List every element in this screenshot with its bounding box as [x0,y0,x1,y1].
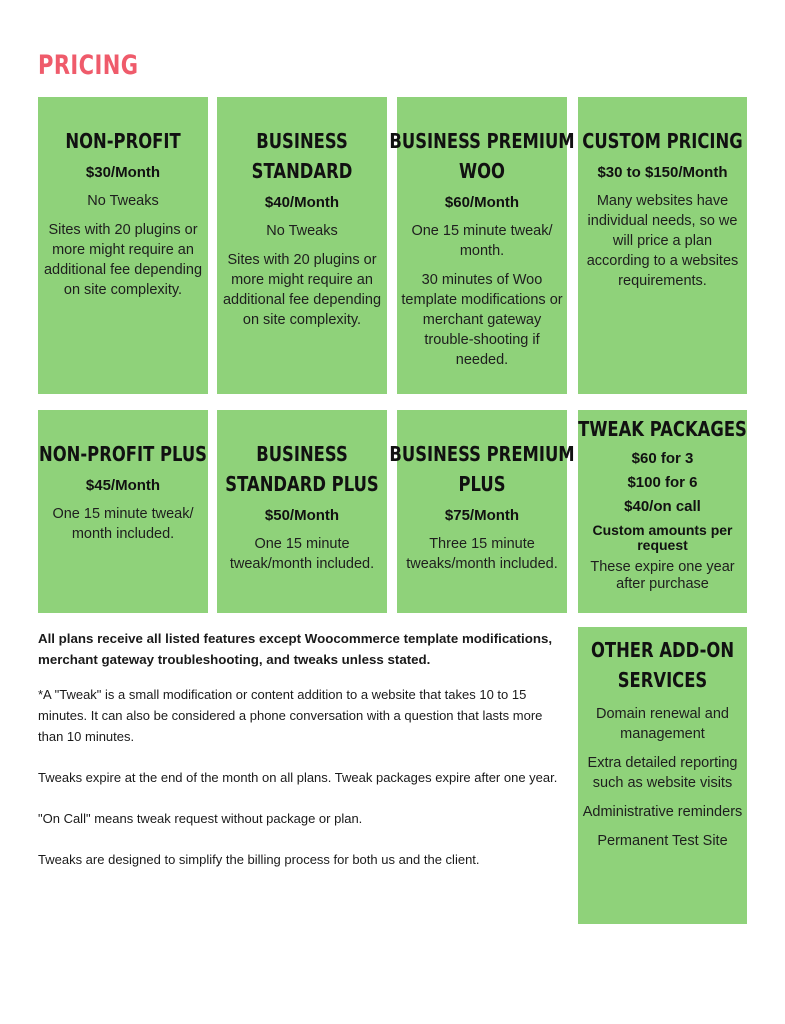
plan-card-custom-pricing [578,97,747,394]
plan-card-business-premium-woo [389,97,575,394]
tweak-packages-title: TWEAK PACKAGES [578,417,747,441]
plan-feature: Three 15 minute tweaks/month included. [406,536,558,572]
plan-price: $30 to $150/Month [597,164,728,181]
plan-card-non-profit-plus [38,410,208,613]
plan-feature: 30 minutes of Woo template modifications or merchant gateway trouble-shooting if needed. [401,272,563,368]
addon-item: Domain renewal and management [596,706,729,742]
addons-card [578,627,747,924]
addon-item: Extra detailed reporting such as website visits [587,755,738,791]
plan-card-business-standard [217,97,387,394]
plan-price: $30/Month [85,164,161,181]
tweak-custom-amounts: Custom amounts per request [592,522,733,553]
plan-price: $45/Month [85,477,161,494]
plans-features-note: All plans receive all listed features except Woocommerce template modifications, merchant gateway troubleshooting, and tweaks unless stated. [38,631,553,667]
tweak-expiry-note: These expire one year after purchase [590,559,735,592]
addons-title: OTHER ADD-ON SERVICES [590,638,735,692]
plan-title: BUSINESS PREMIUM PLUS [389,442,575,496]
plan-feature: No Tweaks [87,193,159,209]
plan-price: $50/Month [264,507,340,524]
tweak-package-price: $60 for 3 [631,450,694,467]
tweak-definition-note: *A "Tweak" is a small modification or content addition to a website that takes 10 to 15 minutes. It can also be considered a phone conversation with a question that lasts more than 10 minutes. [38,687,543,744]
plan-price: $40/Month [264,194,340,211]
pricing-notes [38,628,568,890]
plan-title: BUSINESS STANDARD [251,129,353,183]
plan-feature: No Tweaks [266,223,338,239]
on-call-note: "On Call" means tweak request without package or plan. [38,811,363,826]
plan-feature: One 15 minute tweak/ month. [411,223,553,259]
plan-feature: Sites with 20 plugins or more might require an additional fee depending on site complexity. [222,252,382,328]
addon-item: Administrative reminders [582,804,743,820]
tweak-expiry-info: Tweaks expire at the end of the month on all plans. Tweak packages expire after one year. [38,770,558,785]
plan-card-business-premium-plus [389,410,575,613]
addon-item: Permanent Test Site [597,833,728,849]
plan-title: CUSTOM PRICING [582,129,743,153]
plan-feature: One 15 minute tweak/ month included. [52,506,194,542]
plan-title: BUSINESS PREMIUM WOO [389,129,575,183]
tweak-package-price: $40/on call [624,498,701,515]
tweak-packages-card [578,410,747,613]
plan-card-non-profit [38,97,208,394]
plan-title: NON-PROFIT PLUS [38,442,208,466]
plan-feature: Many websites have individual needs, so we will price a plan according to a websites requirements. [586,193,739,289]
plan-card-business-standard-plus [217,410,387,613]
plan-price: $75/Month [444,507,520,524]
plan-title: BUSINESS STANDARD PLUS [225,442,379,496]
tweak-package-price: $100 for 6 [627,474,698,491]
plan-price: $60/Month [444,194,520,211]
plan-feature: Sites with 20 plugins or more might require an additional fee depending on site complexity. [43,222,203,298]
billing-note: Tweaks are designed to simplify the billing process for both us and the client. [38,852,480,867]
plan-title: NON-PROFIT [65,129,181,153]
page-title: PRICING [38,50,139,81]
plan-feature: One 15 minute tweak/month included. [229,536,375,572]
